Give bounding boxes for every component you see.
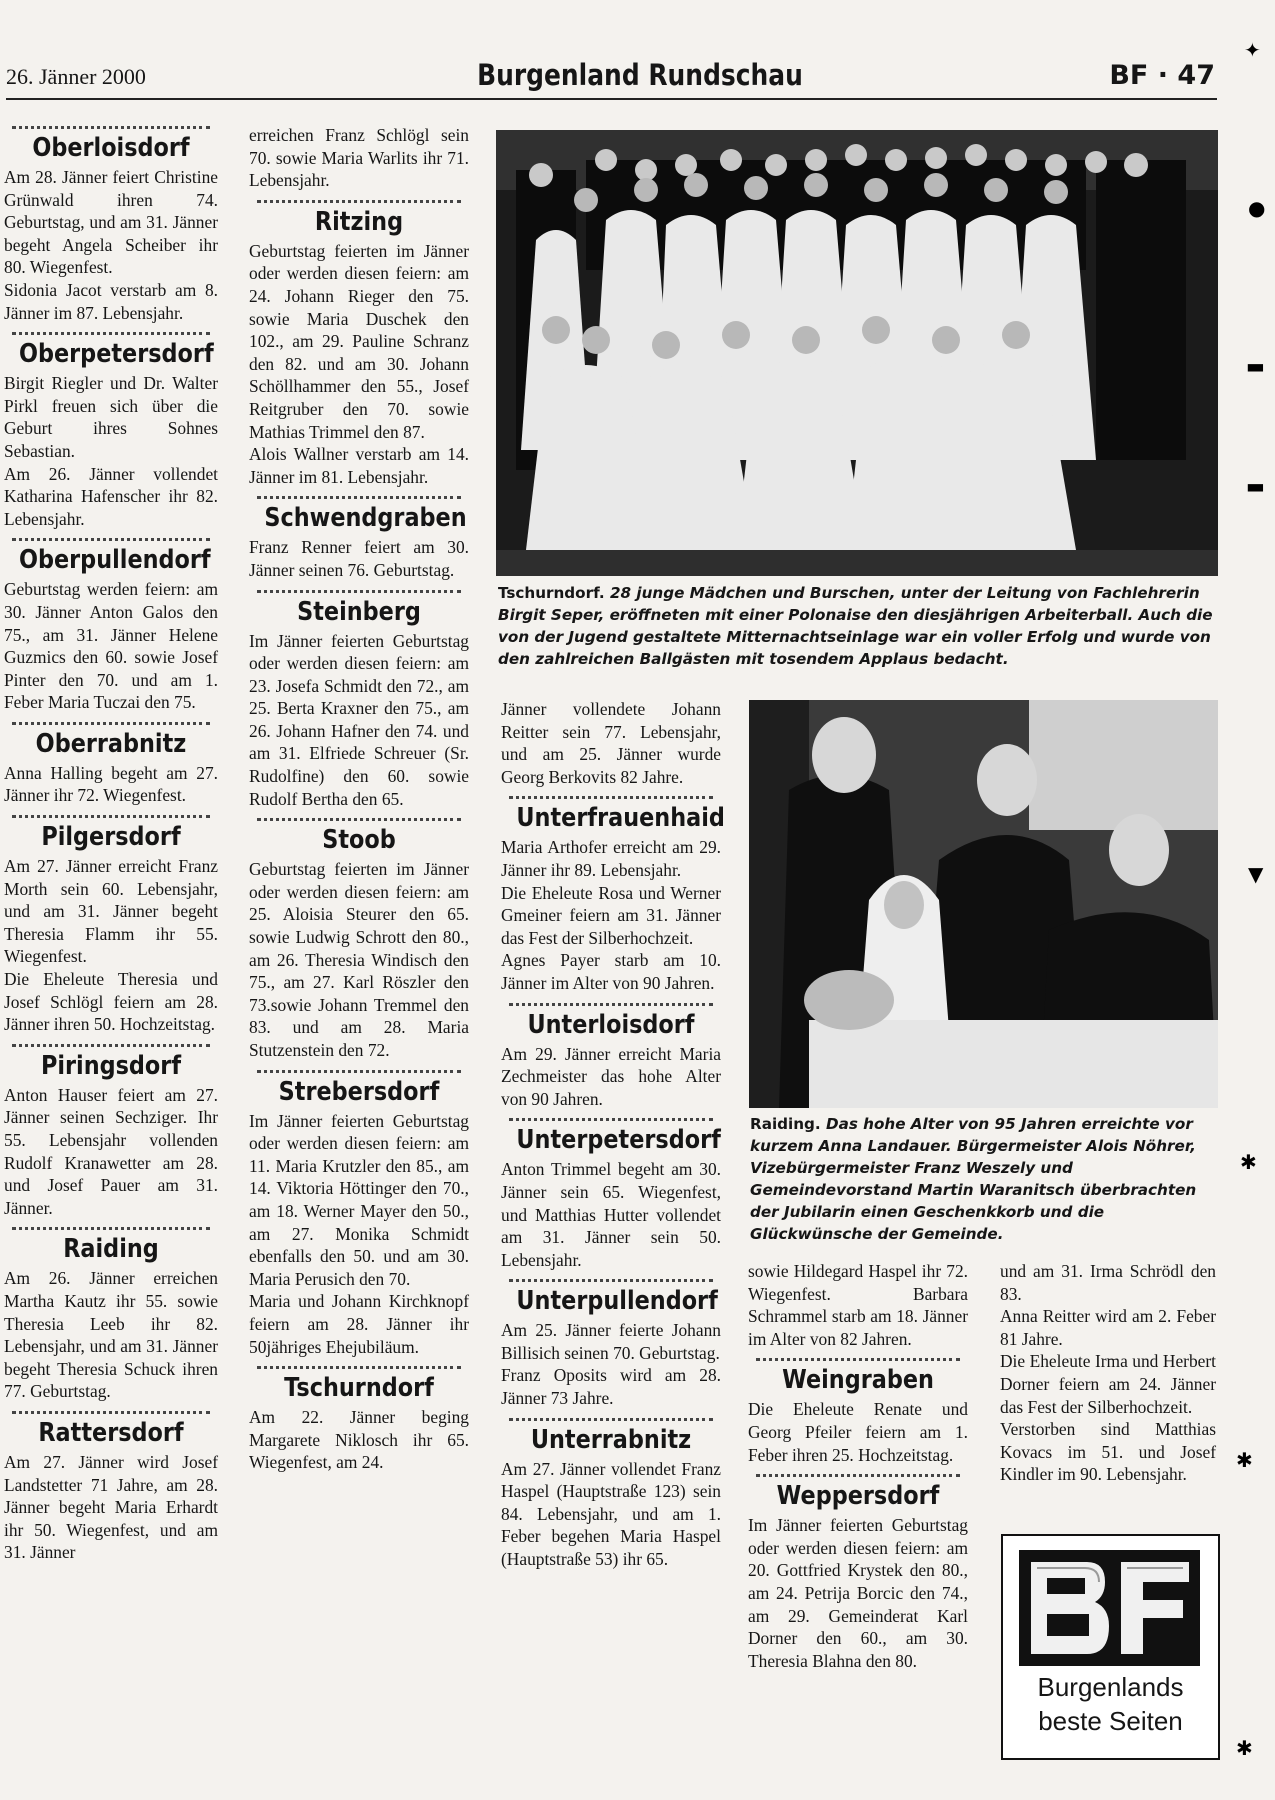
section-title: Strebersdorf <box>278 1076 440 1107</box>
newspaper-title: Burgenland Rundschau <box>477 58 803 92</box>
section-title: Unterpetersdorf <box>516 1125 721 1156</box>
section-title: Steinberg <box>297 596 421 627</box>
section-divider <box>257 590 461 593</box>
section-divider <box>257 496 461 499</box>
section-title: Rattersdorf <box>38 1417 184 1448</box>
section-paragraph: Am 27. Jänner wird Josef Landstetter 71 Jahre, am 28. Jänner begeht Maria Erhardt ihr 50. Wiegenfest, und am 31. Jänner <box>4 1451 218 1563</box>
section-divider <box>12 538 210 541</box>
column-5 <box>1000 1260 1216 1486</box>
column-3 <box>501 698 725 1571</box>
section-title: Stoob <box>322 825 396 856</box>
section-divider <box>509 1003 713 1006</box>
section-paragraph: Am 26. Jänner erreichen Martha Kautz ihr 55. sowie Theresia Leeb ihr 82. Lebensjahr, und am 31. Jänner begeht Theresia Schuck ihren 77. Geburtstag. <box>4 1268 218 1402</box>
section-divider <box>12 1044 210 1047</box>
section-paragraph: Die Eheleute Theresia und Josef Schlögl feiern am 28. Jänner ihren 50. Hochzeitstag. <box>4 969 218 1035</box>
scan-mark: ✱ <box>1240 1150 1257 1174</box>
section-paragraph: Im Jänner feierten Geburtstag oder werden diesen feiern: am 20. Gottfried Krystek den 80., am 24. Petrija Borcic den 74., am 29. Gemeinderat Karl Dorner den 60., am 30. Theresia Blahna den 80. <box>748 1515 968 1671</box>
section-title: Ritzing <box>314 206 404 237</box>
section-divider <box>509 1118 713 1121</box>
scan-mark: ✱ <box>1236 1448 1253 1472</box>
section-paragraph: Alois Wallner verstarb am 14. Jänner im 81. Lebensjahr. <box>249 444 469 487</box>
section-divider <box>257 818 461 821</box>
section-title: Tschurndorf <box>284 1373 434 1404</box>
section-title: Oberpullendorf <box>18 545 211 576</box>
section-paragraph: Agnes Payer starb am 10. Jänner im Alter von 90 Jahren. <box>501 950 721 993</box>
section-title: Unterpullendorf <box>516 1286 718 1317</box>
section-divider <box>509 1279 713 1282</box>
page-number: BF · 47 <box>1109 60 1215 91</box>
section-paragraph: Geburtstag werden feiern: am 30. Jänner Anton Galos den 75., am 31. Jänner Helene Guzmics den 60. sowie Josef Pinter den 70. und am 1. Feber Maria Tuczai den 75. <box>4 579 218 713</box>
section-divider <box>12 332 210 335</box>
section-paragraph: Am 26. Jänner vollendet Katharina Hafenscher ihr 82. Lebensjahr. <box>4 463 218 529</box>
section-paragraph: Sidonia Jacot verstarb am 8. Jänner im 87. Lebensjahr. <box>4 279 218 323</box>
section-divider <box>12 1411 210 1414</box>
section-divider <box>257 1070 461 1073</box>
section-divider <box>756 1358 960 1361</box>
section-paragraph: Am 22. Jänner beging Margarete Niklosch ihr 65. Wiegenfest, am 24. <box>249 1407 469 1473</box>
column-4-lead: sowie Hildegard Haspel ihr 72. Wiegenfest. Barbara Schrammel starb am 18. Jänner im Alter von 82 Jahren. <box>748 1261 968 1349</box>
column-5-line-4: Verstorben sind Matthias Kovacs im 51. und Josef Kindler im 90. Lebensjahr. <box>1000 1419 1216 1485</box>
section-divider <box>509 796 713 799</box>
section-paragraph: Am 29. Jänner erreicht Maria Zechmeister das hohe Alter von 90 Jahren. <box>501 1043 721 1109</box>
section-paragraph: Am 27. Jänner erreicht Franz Morth sein 60. Lebensjahr, und am 31. Jänner begeht Theresia Flamm ihr 55. Wiegenfest. <box>4 856 218 967</box>
section-title: Unterloisdorf <box>527 1009 695 1040</box>
section-title: Weppersdorf <box>776 1481 940 1512</box>
section-title: Pilgersdorf <box>41 822 181 853</box>
section-paragraph: Die Eheleute Rosa und Werner Gmeiner feiern am 31. Jänner das Fest der Silberhochzeit. <box>501 882 721 948</box>
section-title: Unterrabnitz <box>530 1424 692 1455</box>
raiding-jubilee-photo <box>749 700 1218 1108</box>
column-3-lead: Jänner vollendete Johann Reitter sein 77. Lebensjahr, und am 25. Jänner wurde Georg Berkovits 82 Jahre. <box>501 699 721 787</box>
raiding-photo-caption: Raiding. Das hohe Alter von 95 Jahren erreichte vor kurzem Anna Landauer. Bürgermeister Alois Nöhrer, Vizebürgermeister Franz Weszely und Gemeindevorstand Martin Waranitsch überbrachten der Jubilarin einen Geschenkkorb und die Glückwünsche der Gemeinde. <box>750 1115 1197 1243</box>
header-rule <box>6 98 1217 100</box>
section-divider <box>257 1366 461 1369</box>
section-divider <box>12 815 210 818</box>
column-4 <box>748 1260 968 1672</box>
section-title: Oberpetersdorf <box>18 339 214 370</box>
section-paragraph: Birgit Riegler und Dr. Walter Pirkl freuen sich über die Geburt ihres Sohnes Sebastian. <box>4 373 218 461</box>
section-title: Unterfrauenhaid <box>516 803 725 834</box>
section-title: Oberrabnitz <box>35 728 187 759</box>
ball-photo-caption: Tschurndorf. 28 junge Mädchen und Burschen, unter der Leitung von Fachlehrerin Birgit Seper, eröffneten mit einer Polonaise den diesjährigen Arbeiterball. Auch die von der Jugend gestaltete Mitternachtseinlage war ein voller Erfolg und wurde von den zahlreichen Ballgästen mit tosendem Applaus bedacht. <box>498 584 1213 668</box>
section-paragraph: Die Eheleute Renate und Georg Pfeiler feiern am 1. Feber ihren 25. Hochzeitstag. <box>748 1399 968 1465</box>
section-divider <box>12 722 210 725</box>
section-paragraph: Maria Arthofer erreicht am 29. Jänner ihr 89. Lebensjahr. <box>501 837 721 880</box>
bf-logo <box>1017 1548 1202 1668</box>
section-paragraph: Geburtstag feierten im Jänner oder werden diesen feiern: am 24. Johann Rieger den 75. sowie Maria Duschek den 102., am 29. Pauline Schranz den 82. und am 30. Johann Schöllhammer den 55., Josef Reitgruber den 70. sowie Mathias Trimmel den 87. <box>249 240 469 442</box>
section-paragraph: Anton Trimmel begeht am 30. Jänner sein 65. Wiegenfest, und Matthias Hutter vollendet am 31. Jänner sein 50. Lebensjahr. <box>501 1159 721 1270</box>
scan-mark: ✱ <box>1236 1736 1253 1760</box>
section-divider <box>12 126 210 129</box>
section-divider <box>509 1418 713 1421</box>
column-1 <box>4 118 218 1564</box>
section-paragraph: Maria und Johann Kirchknopf feiern am 28. Jänner ihr 50jähriges Ehejubiläum. <box>249 1291 469 1357</box>
column-5-line-2: Anna Reitter wird am 2. Feber 81 Jahre. <box>1000 1306 1216 1349</box>
section-paragraph: Im Jänner feierten Geburtstag oder werden diesen feiern: am 23. Josefa Schmidt den 72., am 25. Berta Kraxner den 75., am 26. Johann Hafner den 74. und am 31. Elfriede Schreuer (Sr. Rudolfine) den 60. sowie Rudolf Bertha den 65. <box>249 630 469 809</box>
column-2 <box>249 124 469 1474</box>
scan-mark: ● <box>1248 196 1266 220</box>
section-divider <box>756 1474 960 1477</box>
scan-mark: ▬ <box>1246 354 1265 378</box>
section-paragraph: Franz Oposits wird am 28. Jänner 73 Jahre. <box>501 1365 721 1409</box>
scan-mark: ▼ <box>1248 862 1264 886</box>
column-5-line-3: Die Eheleute Irma und Herbert Dorner feiern am 24. Jänner das Fest der Silberhochzeit. <box>1000 1351 1216 1417</box>
ball-group-photo <box>496 130 1218 576</box>
section-paragraph: Franz Renner feiert am 30. Jänner seinen 76. Geburtstag. <box>249 537 469 580</box>
column-2-lead: erreichen Franz Schlögl sein 70. sowie Maria Warlits ihr 71. Lebensjahr. <box>249 125 469 191</box>
section-title: Oberloisdorf <box>32 133 190 163</box>
section-paragraph: Anton Hauser feiert am 27. Jänner seinen Sechziger. Ihr 55. Lebensjahr vollenden Rudolf Kranawetter am 28. und Josef Pauer am 31. Jänner. <box>4 1084 218 1218</box>
column-5-line-1: und am 31. Irma Schrödl den 83. <box>1000 1261 1216 1304</box>
section-divider <box>12 1227 210 1230</box>
section-divider <box>257 200 461 203</box>
section-title: Raiding <box>63 1234 159 1265</box>
section-paragraph: Am 25. Jänner feierte Johann Billisich seinen 70. Geburtstag. <box>501 1320 721 1363</box>
bf-slogan: Burgenlands beste Seiten <box>1037 1672 1184 1736</box>
scan-mark: ✦ <box>1244 38 1261 62</box>
section-title: Piringsdorf <box>40 1050 182 1081</box>
section-paragraph: Anna Halling begeht am 27. Jänner ihr 72. Wiegenfest. <box>4 762 218 806</box>
section-paragraph: Im Jänner feierten Geburtstag oder werden diesen feiern: am 11. Maria Krutzler den 85., am 14. Viktoria Höttinger den 70., am 18. Werner Mayer den 50., am 27. Monika Schmidt ebenfalls den 50. und am 30. Maria Perusich den 70. <box>249 1110 469 1289</box>
scan-mark: ▬ <box>1246 474 1265 498</box>
section-paragraph: Geburtstag feierten im Jänner oder werden diesen feiern: am 25. Aloisia Steurer den 65. sowie Ludwig Schrott den 80., am 26. Theresia Windisch den 75., am 27. Karl Röszler den 73.sowie Johann Tremmel den 83. und am 28. Maria Stutzenstein den 72. <box>249 859 469 1060</box>
section-paragraph: Am 27. Jänner vollendet Franz Haspel (Hauptstraße 123) sein 84. Lebensjahr, und am 1. Feber begehen Maria Haspel (Hauptstraße 53) ihr 65. <box>501 1458 721 1570</box>
section-title: Schwendgraben <box>264 503 467 534</box>
section-title: Weingraben <box>782 1365 934 1396</box>
section-paragraph: Am 28. Jänner feiert Christine Grünwald ihren 74. Geburtstag, und am 31. Jänner begeht Angela Scheiber ihr 80. Wiegenfest. <box>4 167 218 278</box>
bf-advertisement <box>1001 1534 1220 1760</box>
issue-date: 26. Jänner 2000 <box>6 64 146 89</box>
